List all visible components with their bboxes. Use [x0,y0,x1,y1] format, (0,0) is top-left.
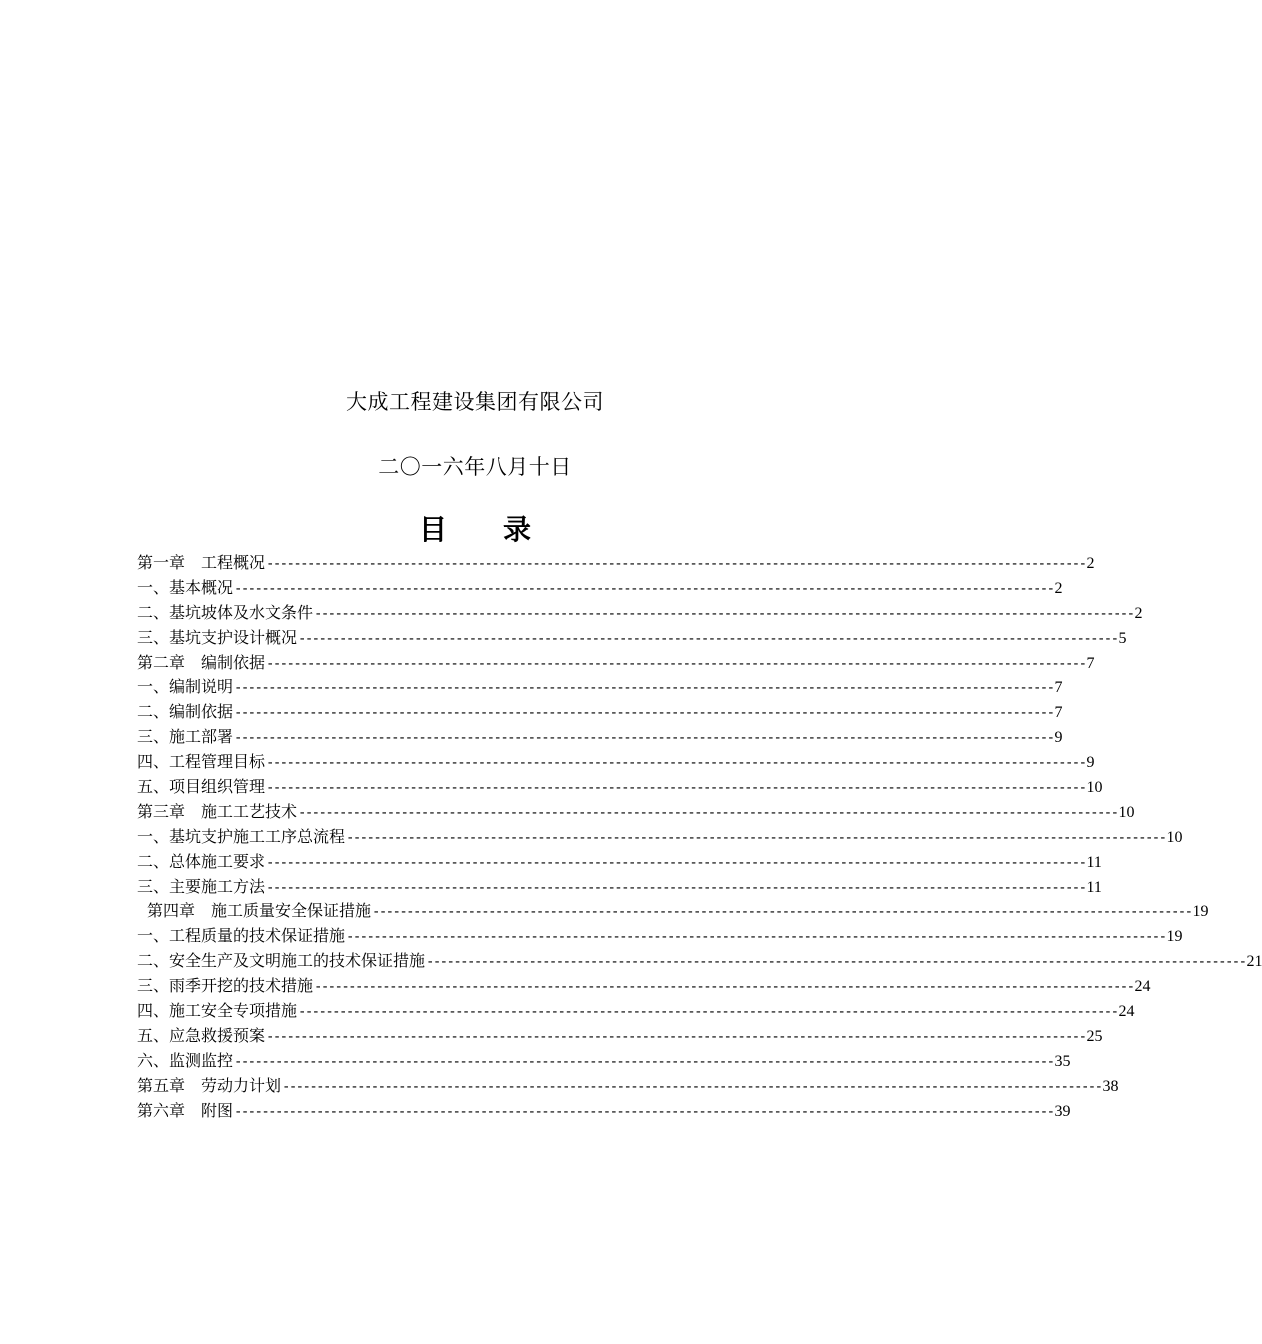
toc-entry[interactable] [137,775,1103,800]
toc-entry-page: 10 [1166,828,1183,846]
toc-entry-label: 二、安全生产及文明施工的技术保证措施 [137,951,426,971]
toc-entry[interactable] [137,825,1183,850]
toc-entry-page: 35 [1054,1052,1071,1070]
toc-leader: ------------------------------------------------------------------------------------------------------------------------ [298,804,1118,821]
toc-entry[interactable] [137,974,1151,999]
toc-entry-page: 11 [1086,878,1102,896]
toc-leader: ------------------------------------------------------------------------------------------------------------------------ [266,879,1086,896]
toc-entry[interactable] [137,601,1143,626]
toc-entry-label: 二、总体施工要求 [137,851,266,871]
toc-entry-label: 三、基坑支护设计概况 [137,627,298,647]
company-name: 大成工程建设集团有限公司 [346,390,604,414]
toc-entry[interactable] [137,675,1063,700]
toc-entry-label: 二、基坑坡体及水文条件 [137,602,314,622]
toc-leader: ------------------------------------------------------------------------------------------------------------------------ [234,1103,1054,1120]
toc-leader: ------------------------------------------------------------------------------------------------------------------------ [266,556,1086,572]
toc-leader: ------------------------------------------------------------------------------------------------------------------------ [266,1028,1086,1045]
toc-entry[interactable] [137,725,1063,750]
toc-entry-label: 六、监测监控 [137,1050,234,1070]
toc-entry-page: 9 [1054,729,1063,747]
toc-entry-page: 11 [1086,853,1102,871]
toc-entry-page: 9 [1086,754,1095,772]
toc-entry-label: 第一章 工程概况 [137,553,266,572]
toc-leader: ------------------------------------------------------------------------------------------------------------------------ [234,730,1054,747]
toc-entry-page: 7 [1054,704,1063,722]
toc-entry-label: 第五章 劳动力计划 [137,1075,282,1095]
toc-entry-page: 24 [1118,1003,1135,1021]
toc-entry-page: 7 [1086,654,1095,672]
toc-entry-label: 二、编制依据 [137,702,234,722]
toc-entry-label: 第二章 编制依据 [137,652,266,672]
toc-leader: ------------------------------------------------------------------------------------------------------------------------ [372,904,1192,921]
toc-entry[interactable] [137,875,1102,900]
table-of-contents [137,551,1262,1123]
toc-entry-page: 2 [1054,579,1063,597]
toc-entry[interactable] [137,949,1262,974]
toc-entry[interactable] [137,576,1063,601]
toc-leader: ------------------------------------------------------------------------------------------------------------------------ [298,630,1118,647]
toc-entry-label: 四、施工安全专项措施 [137,1001,298,1021]
toc-entry-label: 第六章 附图 [137,1100,234,1120]
toc-entry-label: 一、工程质量的技术保证措施 [137,926,346,946]
toc-entry[interactable] [137,1049,1071,1074]
toc-entry-label: 五、项目组织管理 [137,777,266,797]
toc-leader: ------------------------------------------------------------------------------------------------------------------------ [282,1078,1102,1095]
toc-entry-page: 38 [1102,1077,1119,1095]
toc-entry[interactable] [137,1074,1119,1099]
toc-entry-label: 三、施工部署 [137,727,234,747]
toc-entry-page: 25 [1086,1027,1103,1045]
toc-entry-label: 一、基本概况 [137,577,234,597]
toc-entry-page: 2 [1086,555,1095,572]
toc-entry[interactable] [137,1024,1103,1049]
toc-entry-page: 19 [1192,903,1209,921]
toc-leader: ------------------------------------------------------------------------------------------------------------------------ [234,705,1054,722]
toc-entry[interactable] [137,850,1102,875]
toc-entry-label: 三、雨季开挖的技术措施 [137,976,314,996]
toc-leader: ------------------------------------------------------------------------------------------------------------------------ [234,680,1054,697]
toc-leader: ------------------------------------------------------------------------------------------------------------------------ [314,605,1134,622]
toc-heading [0,508,950,548]
toc-entry[interactable] [137,800,1135,825]
toc-leader: ------------------------------------------------------------------------------------------------------------------------ [266,655,1086,672]
toc-leader: ------------------------------------------------------------------------------------------------------------------------ [314,979,1134,996]
toc-entry[interactable] [137,999,1135,1024]
toc-heading-char-2: 录 [503,513,532,546]
toc-entry-page: 10 [1086,779,1103,797]
toc-leader: ------------------------------------------------------------------------------------------------------------------------ [346,929,1166,946]
toc-entry-label: 三、主要施工方法 [137,876,266,896]
toc-entry-page: 10 [1118,803,1135,821]
toc-entry-page: 7 [1054,679,1063,697]
toc-entry[interactable] [137,551,1095,576]
toc-entry[interactable] [137,899,1209,924]
toc-entry-label: 第四章 施工质量安全保证措施 [147,901,372,921]
toc-entry[interactable] [137,626,1127,651]
toc-leader: ------------------------------------------------------------------------------------------------------------------------ [266,780,1086,797]
toc-leader: ------------------------------------------------------------------------------------------------------------------------ [266,854,1086,871]
toc-entry-page: 2 [1134,604,1143,622]
toc-entry-page: 24 [1134,978,1151,996]
toc-leader: ------------------------------------------------------------------------------------------------------------------------ [426,954,1246,971]
toc-entry-page: 5 [1118,629,1127,647]
toc-entry[interactable] [137,700,1063,725]
toc-leader: ------------------------------------------------------------------------------------------------------------------------ [298,1004,1118,1021]
document-date: 二〇一六年八月十日 [378,455,572,479]
toc-leader: ------------------------------------------------------------------------------------------------------------------------ [234,1053,1054,1070]
toc-entry[interactable] [137,924,1183,949]
toc-entry[interactable] [137,1099,1071,1124]
toc-entry-page: 19 [1166,928,1183,946]
toc-leader: ------------------------------------------------------------------------------------------------------------------------ [234,580,1054,597]
toc-entry-label: 第三章 施工工艺技术 [137,801,298,821]
toc-entry-label: 五、应急救援预案 [137,1025,266,1045]
toc-entry-label: 四、工程管理目标 [137,752,266,772]
toc-leader: ------------------------------------------------------------------------------------------------------------------------ [346,829,1166,846]
toc-entry[interactable] [137,750,1095,775]
toc-leader: ------------------------------------------------------------------------------------------------------------------------ [266,755,1086,772]
toc-entry-page: 39 [1054,1102,1071,1120]
toc-entry-page: 21 [1246,953,1262,971]
toc-entry-label: 一、基坑支护施工工序总流程 [137,826,346,846]
toc-entry[interactable] [137,651,1095,676]
toc-entry-label: 一、编制说明 [137,677,234,697]
toc-heading-char-1: 目 [418,513,447,546]
